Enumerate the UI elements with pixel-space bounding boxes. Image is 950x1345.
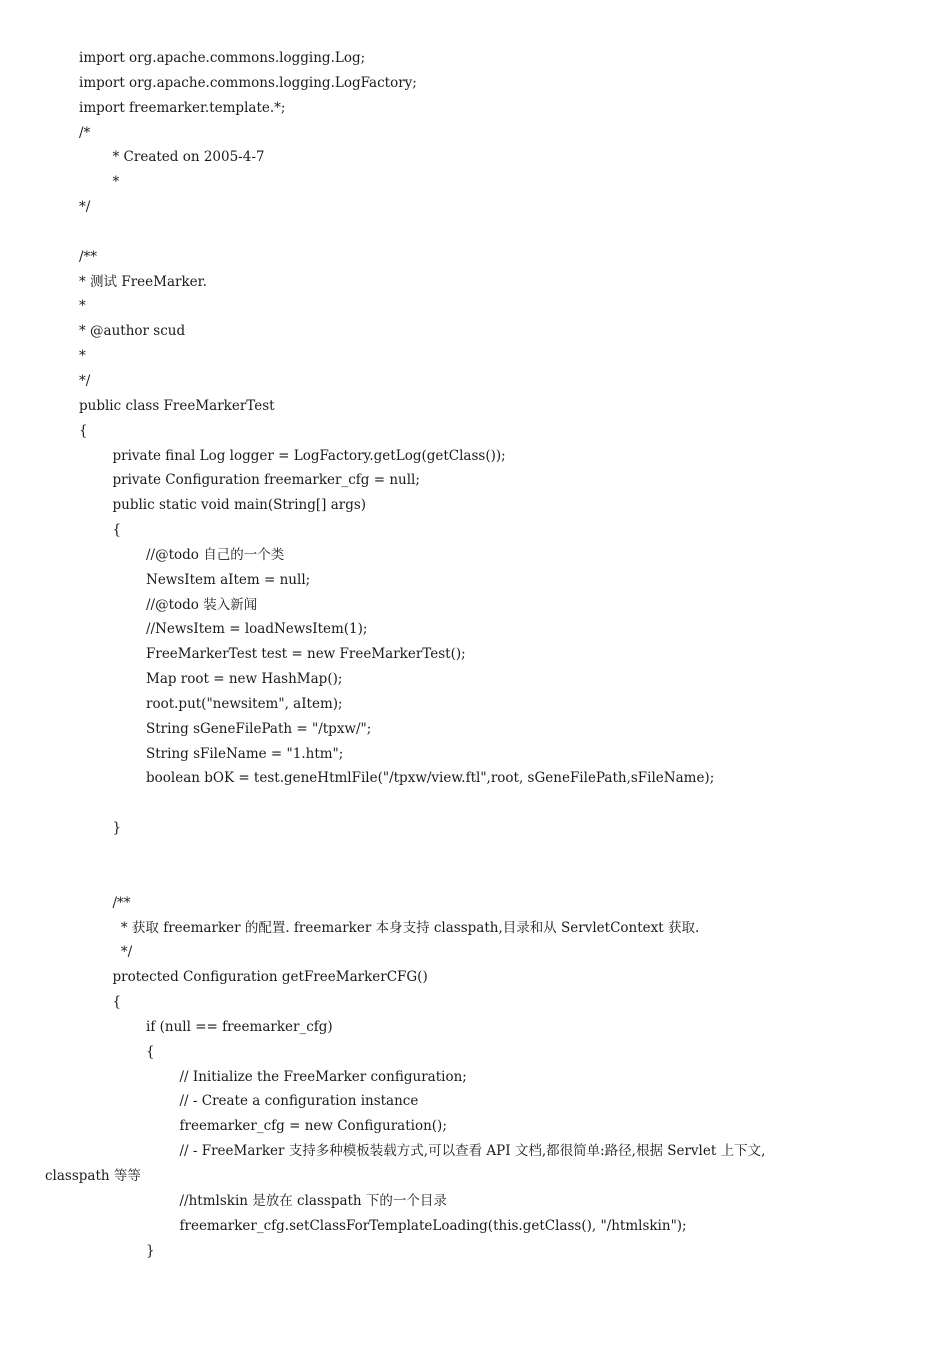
code-line bbox=[0, 965, 950, 990]
code-line bbox=[0, 145, 950, 170]
code-line bbox=[0, 692, 950, 717]
code-line bbox=[0, 1114, 950, 1139]
code-line-text: private final Log logger = LogFactory.getLog(getClass()); bbox=[112, 447, 506, 464]
code-line-text: if (null == freemarker_cfg) bbox=[146, 1018, 333, 1035]
code-line-text: { bbox=[146, 1043, 155, 1060]
code-line-text: { bbox=[112, 994, 122, 1011]
code-line-text: NewsItem aItem = null; bbox=[146, 571, 311, 588]
code-line-text: String sFileName = "1.htm"; bbox=[146, 745, 344, 762]
code-line bbox=[0, 617, 950, 642]
code-line-text: freemarker_cfg.setClassForTemplateLoading(this.getClass(), "/htmlskin"); bbox=[179, 1217, 687, 1234]
code-line-text: * bbox=[79, 348, 86, 365]
code-line bbox=[0, 1139, 950, 1164]
code-line-text: //@todo 自己的一个类 bbox=[146, 546, 285, 563]
code-line bbox=[0, 195, 950, 220]
code-line-text: root.put("newsitem", aItem); bbox=[146, 695, 343, 712]
code-line-text: * bbox=[112, 174, 120, 191]
code-line-text: Map root = new HashMap(); bbox=[146, 671, 343, 688]
code-line bbox=[0, 121, 950, 146]
code-line bbox=[0, 916, 950, 941]
code-line bbox=[0, 1040, 950, 1065]
code-line-text: //@todo 装入新闻 bbox=[146, 596, 258, 613]
code-line-text: //htmlskin 是放在 classpath 下的一个目录 bbox=[179, 1192, 447, 1209]
code-line bbox=[0, 394, 950, 419]
code-line-text: * bbox=[79, 298, 86, 315]
code-line-text: /* bbox=[79, 124, 91, 141]
code-line bbox=[0, 642, 950, 667]
code-line bbox=[0, 816, 950, 841]
code-line-text: import org.apache.commons.logging.Log; bbox=[79, 50, 366, 66]
code-line-text: public class FreeMarkerTest bbox=[79, 397, 275, 414]
code-line-text: freemarker_cfg = new Configuration(); bbox=[179, 1118, 447, 1135]
code-line-text: FreeMarkerTest test = new FreeMarkerTest(); bbox=[146, 646, 466, 663]
code-line bbox=[0, 543, 950, 568]
code-line bbox=[0, 742, 950, 767]
code-line-text: */ bbox=[79, 199, 91, 216]
code-line-text: //NewsItem = loadNewsItem(1); bbox=[146, 621, 368, 638]
code-line-text: public static void main(String[] args) bbox=[112, 497, 367, 514]
code-line-text: * @author scud bbox=[79, 323, 186, 340]
code-line bbox=[0, 71, 950, 96]
code-line bbox=[0, 1089, 950, 1114]
code-line bbox=[0, 791, 950, 816]
code-line bbox=[0, 245, 950, 270]
code-line-text: // - FreeMarker 支持多种模板装载方式,可以查看 API 文档,都很简单:路径,根据 Servlet 上下文, bbox=[179, 1143, 766, 1160]
code-line bbox=[0, 990, 950, 1015]
code-line bbox=[0, 170, 950, 195]
code-line bbox=[0, 940, 950, 965]
code-line-text: } bbox=[112, 820, 122, 837]
code-line-text: classpath 等等 bbox=[45, 1167, 141, 1184]
code-line-text: /** bbox=[79, 248, 98, 265]
code-line-text: */ bbox=[120, 944, 133, 961]
code-line bbox=[0, 593, 950, 618]
code-line-text: * 获取 freemarker 的配置. freemarker 本身支持 classpath,目录和从 ServletContext 获取. bbox=[120, 919, 700, 936]
code-line-text: } bbox=[146, 1242, 155, 1259]
code-line-text: * Created on 2005-4-7 bbox=[112, 149, 265, 166]
code-line bbox=[0, 468, 950, 493]
code-line bbox=[0, 369, 950, 394]
code-line-text: /** bbox=[112, 894, 131, 911]
code-line bbox=[0, 766, 950, 791]
code-line bbox=[0, 1239, 950, 1264]
code-line bbox=[0, 1189, 950, 1214]
code-line-text: // - Create a configuration instance bbox=[179, 1093, 419, 1110]
code-line bbox=[0, 46, 950, 71]
code-listing bbox=[0, 46, 950, 1263]
code-line bbox=[0, 1164, 950, 1189]
code-line bbox=[0, 344, 950, 369]
code-line bbox=[0, 419, 950, 444]
code-line bbox=[0, 1214, 950, 1239]
code-line bbox=[0, 220, 950, 245]
code-line-text: import freemarker.template.*; bbox=[79, 99, 286, 116]
code-line-text: // Initialize the FreeMarker configuration; bbox=[179, 1068, 467, 1085]
code-line-text: String sGeneFilePath = "/tpxw/"; bbox=[146, 720, 372, 737]
code-line bbox=[0, 568, 950, 593]
code-line bbox=[0, 717, 950, 742]
code-line bbox=[0, 493, 950, 518]
code-line-text: { bbox=[79, 422, 88, 439]
code-line-text: private Configuration freemarker_cfg = null; bbox=[112, 472, 420, 489]
code-line bbox=[0, 319, 950, 344]
code-line bbox=[0, 96, 950, 121]
code-line-text: protected Configuration getFreeMarkerCFG() bbox=[112, 969, 428, 986]
code-line bbox=[0, 866, 950, 891]
code-line-text: import org.apache.commons.logging.LogFactory; bbox=[79, 74, 417, 91]
code-line bbox=[0, 518, 950, 543]
code-line bbox=[0, 841, 950, 866]
code-line-text: * 测试 FreeMarker. bbox=[79, 273, 207, 290]
code-line bbox=[0, 667, 950, 692]
code-line bbox=[0, 1065, 950, 1090]
code-line bbox=[0, 294, 950, 319]
code-line-text: { bbox=[112, 522, 122, 539]
code-line bbox=[0, 891, 950, 916]
code-line-text: boolean bOK = test.geneHtmlFile("/tpxw/view.ftl",root, sGeneFilePath,sFileName); bbox=[146, 770, 715, 787]
code-line bbox=[0, 270, 950, 295]
code-line bbox=[0, 444, 950, 469]
code-line bbox=[0, 1015, 950, 1040]
code-line-text: */ bbox=[79, 372, 91, 389]
